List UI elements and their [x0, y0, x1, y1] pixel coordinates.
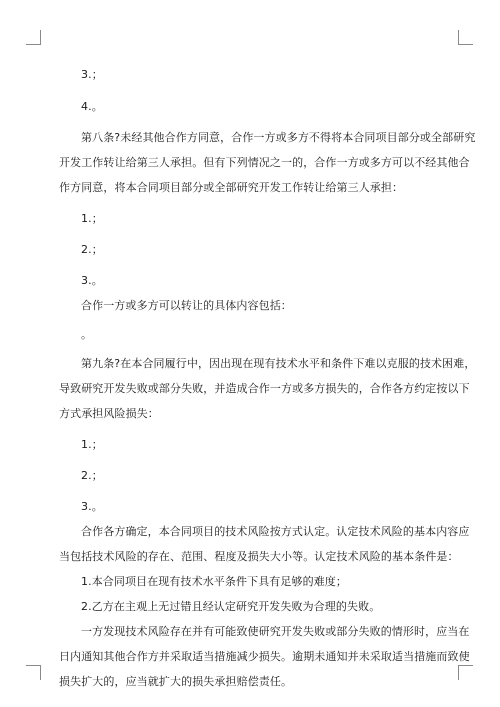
crop-mark-bottom-right — [458, 665, 473, 680]
notice-paragraph-line-1: 一方发现技术风险存在并有可能致使研究开发失败或部分失败的情形时，应当在 — [81, 625, 470, 638]
article-8-line-2: 开发工作转让给第三人承担。但有下列情况之一的，合作一方或多方可以不经其他合 — [59, 156, 470, 169]
article-9-line-1: 第九条?在本合同履行中，因出现在现有技术水平和条件下难以克服的技术困难， — [81, 357, 476, 370]
transfer-content-blank: 。 — [81, 328, 93, 341]
risk-condition-1: 1.本合同项目在现有技术水平条件下具有足够的难度； — [81, 575, 347, 588]
notice-paragraph-line-2: 日内通知其他合作方并采取适当措施减少损失。逾期未通知并未采取适当措施而致使 — [59, 650, 470, 663]
crop-mark-top-right — [458, 30, 473, 45]
article-8-item-1: 1.； — [81, 212, 103, 225]
crop-mark-bottom-left — [26, 665, 41, 680]
article-8-item-3: 3.。 — [81, 274, 103, 287]
notice-paragraph-line-3: 损失扩大的，应当就扩大的损失承担赔偿责任。 — [59, 675, 293, 688]
risk-paragraph-line-1: 合作各方确定，本合同项目的技术风险按方式认定。认定技术风险的基本内容应 — [81, 525, 470, 538]
risk-paragraph-line-2: 当包括技术风险的存在、范围、程度及损失大小等。认定技术风险的基本条件是： — [59, 550, 459, 563]
article-9-line-3: 方式承担风险损失： — [59, 407, 159, 420]
document-body — [59, 66, 476, 690]
article-9-item-3: 3.。 — [81, 500, 103, 513]
list-item-3: 3.； — [81, 68, 103, 81]
article-9-line-2: 导致研究开发失败或部分失败，并造成合作一方或多方损失的，合作各方约定按以下 — [59, 382, 470, 395]
risk-condition-2: 2.乙方在主观上无过错且经认定研究开发失败为合理的失败。 — [81, 600, 381, 613]
article-9-item-1: 1.； — [81, 438, 103, 451]
crop-mark-top-left — [26, 30, 41, 45]
article-9-item-2: 2.； — [81, 469, 103, 482]
transfer-content-label: 合作一方或多方可以转让的具体内容包括： — [81, 299, 292, 312]
article-8-line-1: 第八条?未经其他合作方同意，合作一方或多方不得将本合同项目部分或全部研究 — [81, 131, 476, 144]
list-item-4: 4.。 — [81, 100, 103, 113]
article-8-item-2: 2.； — [81, 243, 103, 256]
article-8-line-3: 作方同意，将本合同项目部分或全部研究开发工作转让给第三人承担： — [59, 181, 404, 194]
